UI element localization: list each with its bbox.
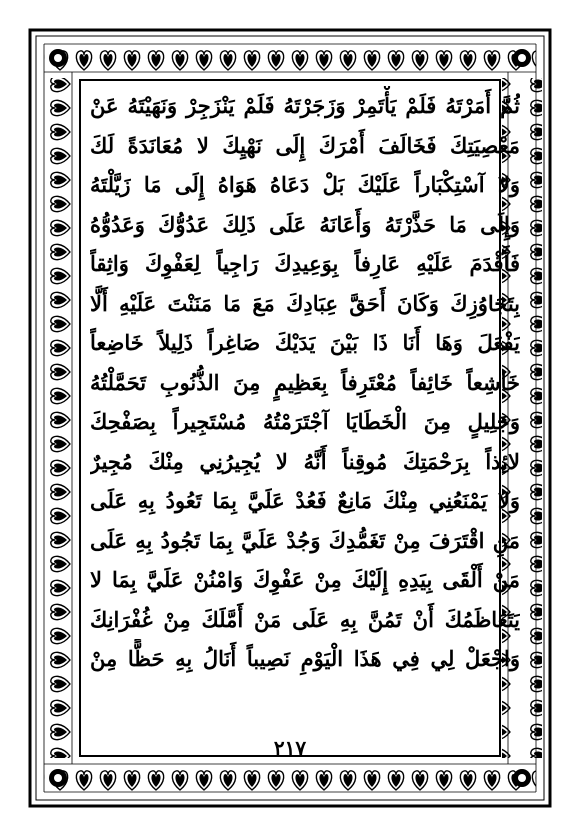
text-line: مَنِ اقْتَرَفَ مِنْ تَغَمُّدِكَ وَجُدْ عَلَيَّ بِمَا تَجُودُ بِهِ عَلَى	[90, 527, 520, 553]
text-line: مَعْصِيَتِكَ فَخَالَفَ أَمْرَكَ إِلَى نَهْيِكَ لا مُعَانَدَةً لَكَ	[90, 132, 520, 158]
text-line: لائِذاً بِرَحْمَتِكَ مُوقِناً أَنَّهُ لا يُجِيرُنِي مِنْكَ مُجِيرٌ	[90, 448, 520, 474]
text-line: وَجَلِيلٍ مِنَ الْخَطَايَا آجْتَرَمْتُهُ مُسْتَجِيراً بِصَفْحِكَ	[90, 409, 520, 434]
text-line: وَلا يَمْنَعُنِي مِنْكَ مَانِعٌ فَعُدْ عَلَيَّ بِمَا تَعُودُ بِهِ عَلَى	[90, 488, 520, 513]
prayer-text-block	[90, 86, 520, 731]
page-number: ٢١٧	[273, 736, 307, 760]
text-line: وَإِلَى مَا حَذَّرْتَهُ وَأَعَانَهُ عَلَى ذَلِكَ عَدُوُّكَ وَعَدُوُّهُ	[90, 211, 520, 237]
text-line: يَفْعَلَ وَهَا أَنَا ذَا بَيْنَ يَدَيْكَ صَاغِراً ذَلِيلاً خَاضِعاً	[90, 330, 520, 355]
text-line: فَأَقْدَمَ عَلَيْهِ عَارِفاً بِوَعِيدِكَ رَاجِياً لِعَفْوِكَ وَاثِقاً	[90, 251, 520, 276]
text-line: ثُمَّ أَمَرْتَهُ فَلَمْ يَأْتَمِرْ وَزَجَرْتَهُ فَلَمْ يَنْزَجِرْ وَنَهَيْتَهُ عَنْ	[90, 93, 520, 118]
text-line: وَاجْعَلْ لِي فِي هَذَا الْيَوْمِ نَصِيباً أَنَالُ بِهِ حَظًّا مِنْ	[90, 646, 520, 671]
text-line: بِتَجَاوُزِكَ وَكَانَ أَحَقَّ عِبَادِكَ مَعَ مَا مَنَنْتَ عَلَيْهِ أَلَّا	[90, 290, 520, 316]
text-line: مَنْ أَلْقَى بِيَدِهِ إِلَيْكَ مِنْ عَفْوِكَ وَامْنُنْ عَلَيَّ بِمَا لا	[90, 567, 520, 592]
text-line: وَلا آسْتِكْبَاراً عَلَيْكَ بَلْ دَعَاهُ هَوَاهُ إِلَى مَا زَيَّلْتَهُ	[90, 172, 520, 197]
text-line: خَاشِعاً خَائِفاً مُعْتَرِفاً بِعَظِيمٍ مِنَ الذُّنُوبِ تَحَمَّلْتُهُ	[90, 369, 520, 395]
text-line: يَتَعَاظَمُكَ أَنْ تَمُنَّ بِهِ عَلَى مَنْ أَمَّلَكَ مِنْ غُفْرَانِكَ	[90, 606, 520, 632]
